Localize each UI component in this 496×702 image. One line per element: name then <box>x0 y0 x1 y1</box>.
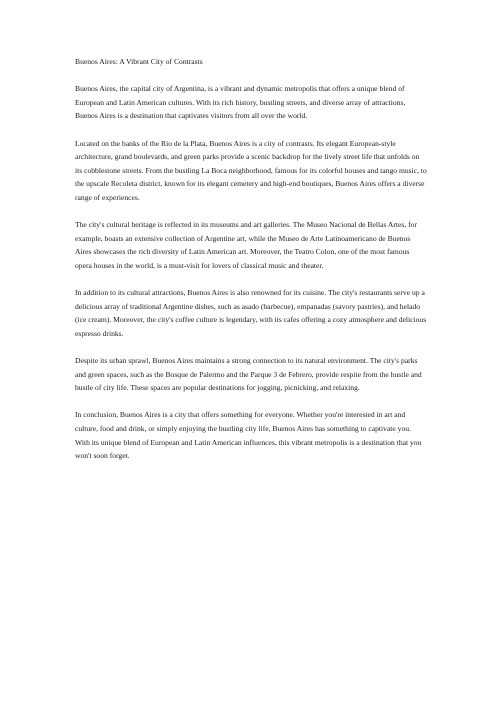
paragraph-cultural-heritage: The city's cultural heritage is reflected in its museums and art galleries. The Museo Nacional de Bellas Artes, for example, boasts an extensive collection of Argentine art, while the Museo de Arte Latinoamericano de Buenos Aires showcases the rich diversity of Latin American art. Moreover, the Teatro Colon, one of the most famous opera houses in the world, is a must-visit for lovers of classical music and theater. <box>75 220 417 270</box>
paragraph-intro: Buenos Aires, the capital city of Argentina, is a vibrant and dynamic metropolis that offers a unique blend of European and Latin American cultures. With its rich history, bustling streets, and diverse array of attractions, Buenos Aires is a destination that captivates visitors from all over the world. <box>75 84 406 121</box>
document-body <box>75 55 427 463</box>
paragraph-nature: Despite its urban sprawl, Buenos Aires maintains a strong connection to its natural environment. The city's parks and green spaces, such as the Bosque de Palermo and the Parque 3 de Febrero, provide respite from the hustle and bustle of city life. These spaces are popular destinations for jogging, picnicking, and relaxing. <box>75 356 422 393</box>
paragraph-conclusion: In conclusion, Buenos Aires is a city that offers something for everyone. Whether you're interested in art and culture, food and drink, or simply enjoying the bustling city life, Buenos Aires has something to captivate you. With its unique blend of European and Latin American influences, this vibrant metropolis is a destination that you won't soon forget. <box>75 410 422 461</box>
document-title: Buenos Aires: A Vibrant City of Contrasts <box>75 57 203 66</box>
paragraph-cuisine: In addition to its cultural attractions, Buenos Aires is also renowned for its cuisine. The city's restaurants serve up a delicious array of traditional Argentine dishes, such as asado (barbecue), empanadas (savory pastries), and helado (ice cream). Moreover, the city's coffee culture is legendary, with its cafes offering a cozy atmosphere and delicious espresso drinks. <box>75 288 427 338</box>
paragraph-contrasts: Located on the banks of the Rio de la Plata, Buenos Aires is a city of contrasts. Its elegant European-style architecture, grand boulevards, and green parks provide a scenic backdrop for the lively street life that unfolds on its cobblestone streets. From the bustling La Boca neighborhood, famous for its colorful houses and tango music, to the upscale Recoleta district, known for its elegant cemetery and high-end boutiques, Buenos Aires offers a diverse range of experiences. <box>75 138 427 202</box>
